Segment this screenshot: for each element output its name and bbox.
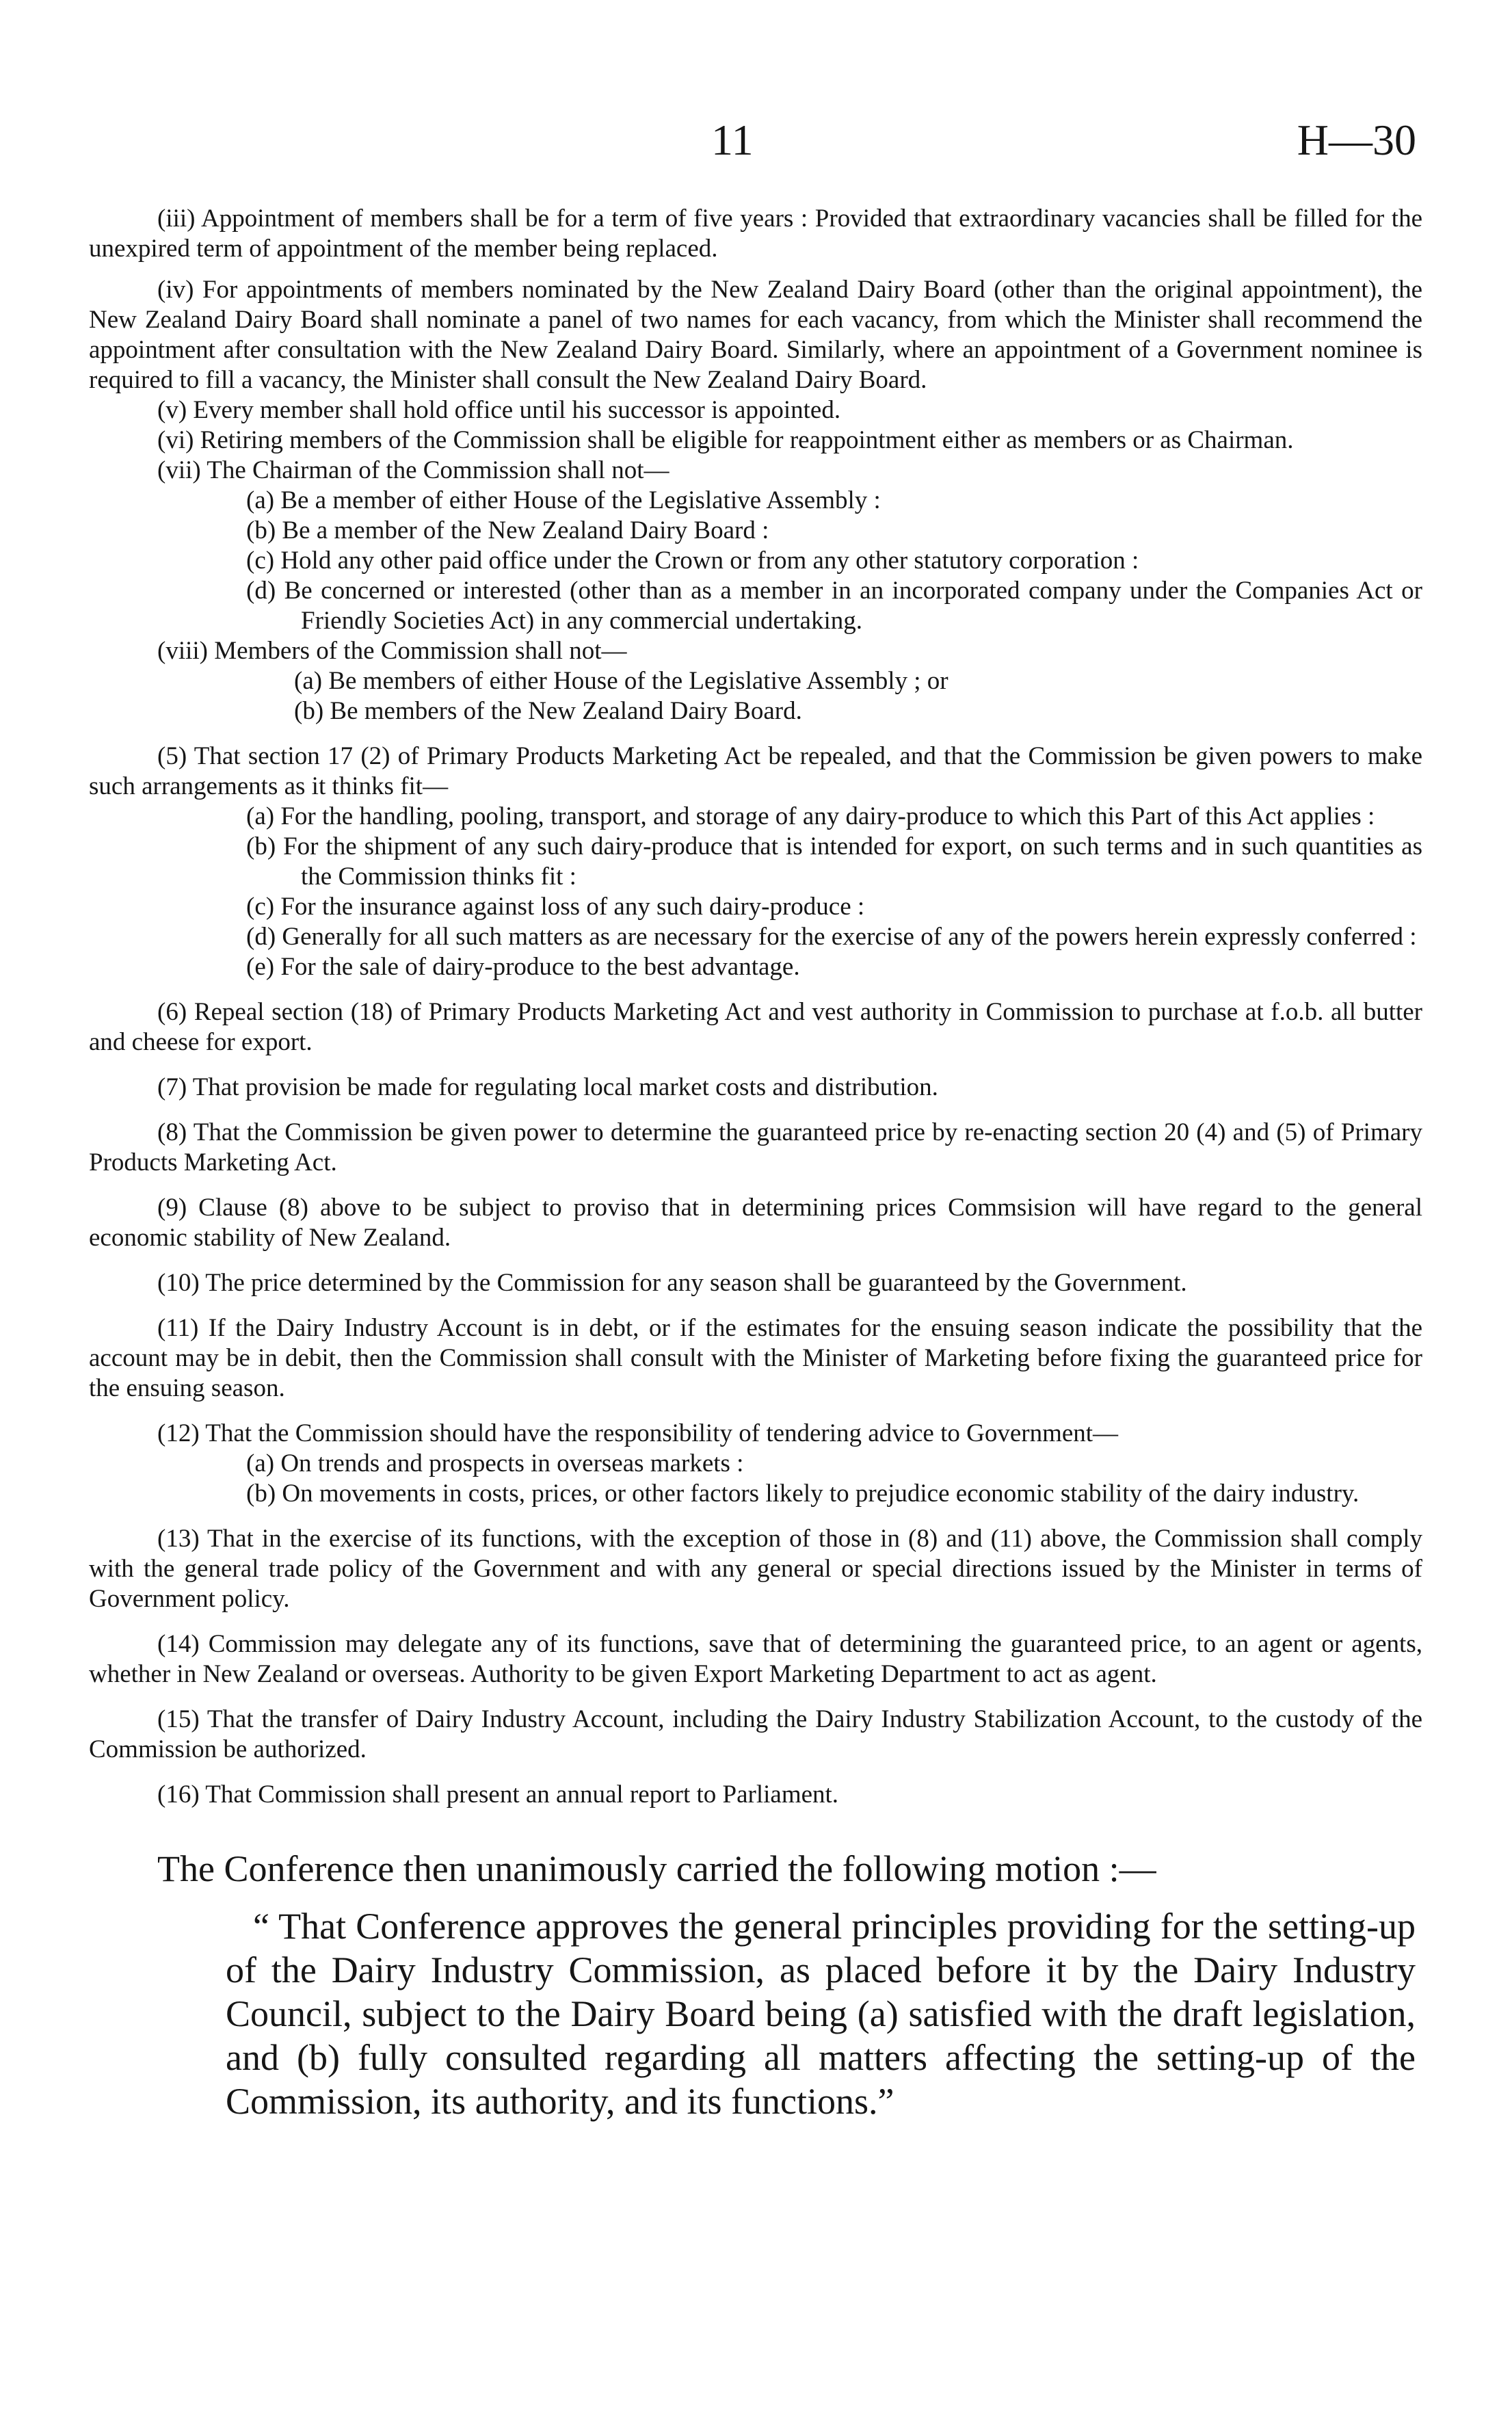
- paragraph-11: (11) If the Dairy Industry Account is in debt, or if the estimates for the ensuing season indicate the possibility that the account may be in debit, then the Commission shall consult with the Minister of Marketing before fixing the guaranteed price for the ensuing season.: [89, 1314, 1422, 1402]
- clause-vii-d: (d) Be concerned or interested (other than as a member in an incorporated company under the Companies Act or Friendly Societies Act) in any commercial undertaking.: [246, 577, 1422, 635]
- clause-5-e: (e) For the sale of dairy-produce to the best advantage.: [246, 953, 800, 981]
- paragraph-8: (8) That the Commission be given power to determine the guaranteed price by re-enacting section 20 (4) and (5) of Primary Products Marketing Act.: [89, 1118, 1422, 1177]
- clause-5-a: (a) For the handling, pooling, transport, and storage of any dairy-produce to which this Part of this Act applies :: [246, 802, 1375, 830]
- clause-viii-a: (a) Be members of either House of the Legislative Assembly ; or: [294, 667, 949, 695]
- clause-12-b: (b) On movements in costs, prices, or other factors likely to prejudice economic stability of the dairy industry.: [246, 1480, 1360, 1508]
- paragraph-viii: (viii) Members of the Commission shall not—: [157, 637, 627, 665]
- document-body: [89, 204, 1422, 2123]
- paragraph-14: (14) Commission may delegate any of its functions, save that of determining the guaranteed price, to an agent or agents, whether in New Zealand or overseas. Authority to be given Export Marketing Department to act as agent.: [89, 1630, 1422, 1688]
- paragraph-iv: (iv) For appointments of members nominated by the New Zealand Dairy Board (other than the original appointment), the New Zealand Dairy Board shall nominate a panel of two names for each vacancy, from which the Minister shall recommend the appointment after consultation with the New Zealand Dairy Board. Similarly, where an appointment of a Government nominee is required to fill a vacancy, the Minister shall consult the New Zealand Dairy Board.: [89, 276, 1422, 394]
- paragraph-15: (15) That the transfer of Dairy Industry Account, including the Dairy Industry Stabilization Account, to the custody of the Commission be authorized.: [89, 1705, 1422, 1763]
- paragraph-iii: (iii) Appointment of members shall be for a term of five years : Provided that extraordinary vacancies shall be filled for the unexpired term of appointment of the member being replaced.: [89, 205, 1422, 263]
- paragraph-v: (v) Every member shall hold office until his successor is appointed.: [157, 396, 841, 424]
- clause-vii-a: (a) Be a member of either House of the Legislative Assembly :: [246, 486, 881, 514]
- document-code: H—30: [1297, 116, 1416, 164]
- paragraph-5: (5) That section 17 (2) of Primary Products Marketing Act be repealed, and that the Commission be given powers to make such arrangements as it thinks fit—: [89, 742, 1422, 800]
- paragraph-vi: (vi) Retiring members of the Commission shall be eligible for reappointment either as members or as Chairman.: [157, 426, 1294, 454]
- paragraph-10: (10) The price determined by the Commission for any season shall be guaranteed by the Government.: [157, 1269, 1187, 1297]
- paragraph-16: (16) That Commission shall present an annual report to Parliament.: [157, 1780, 839, 1809]
- clause-vii-b: (b) Be a member of the New Zealand Dairy Board :: [246, 516, 769, 544]
- motion-intro: The Conference then unanimously carried the following motion :—: [157, 1848, 1156, 1889]
- paragraph-7: (7) That provision be made for regulating local market costs and distribution.: [157, 1073, 938, 1101]
- paragraph-9: (9) Clause (8) above to be subject to proviso that in determining prices Commsision will have regard to the general economic stability of New Zealand.: [89, 1194, 1422, 1252]
- clause-5-b: (b) For the shipment of any such dairy-produce that is intended for export, on such terms and in such quantities as the Commission thinks fit :: [246, 832, 1422, 891]
- motion-text: “ That Conference approves the general principles providing for the setting-up of the Dairy Industry Commission, as placed before it by the Dairy Industry Council, subject to the Dairy Board being (a) satisfied with the draft legislation, and (b) fully consulted regarding all matters affecting the setting-up of the Commission, its authority, and its functions.”: [226, 1906, 1416, 2122]
- paragraph-13: (13) That in the exercise of its functions, with the exception of those in (8) and (11) above, the Commission shall comply with the general trade policy of the Government and with any general or special directions issued by the Minister in terms of Government policy.: [89, 1525, 1422, 1613]
- clause-5-c: (c) For the insurance against loss of any such dairy-produce :: [246, 893, 865, 921]
- paragraph-vii: (vii) The Chairman of the Commission shall not—: [157, 456, 669, 484]
- paragraph-6: (6) Repeal section (18) of Primary Products Marketing Act and vest authority in Commission to purchase at f.o.b. all butter and cheese for export.: [89, 998, 1422, 1056]
- paragraph-12: (12) That the Commission should have the responsibility of tendering advice to Government—: [157, 1419, 1119, 1447]
- clause-viii-b: (b) Be members of the New Zealand Dairy Board.: [294, 697, 802, 725]
- clause-12-a: (a) On trends and prospects in overseas markets :: [246, 1449, 744, 1477]
- page-number: 11: [711, 116, 754, 164]
- clause-5-d: (d) Generally for all such matters as are necessary for the exercise of any of the powers herein expressly conferred :: [246, 923, 1417, 951]
- clause-vii-c: (c) Hold any other paid office under the Crown or from any other statutory corporation :: [246, 547, 1139, 575]
